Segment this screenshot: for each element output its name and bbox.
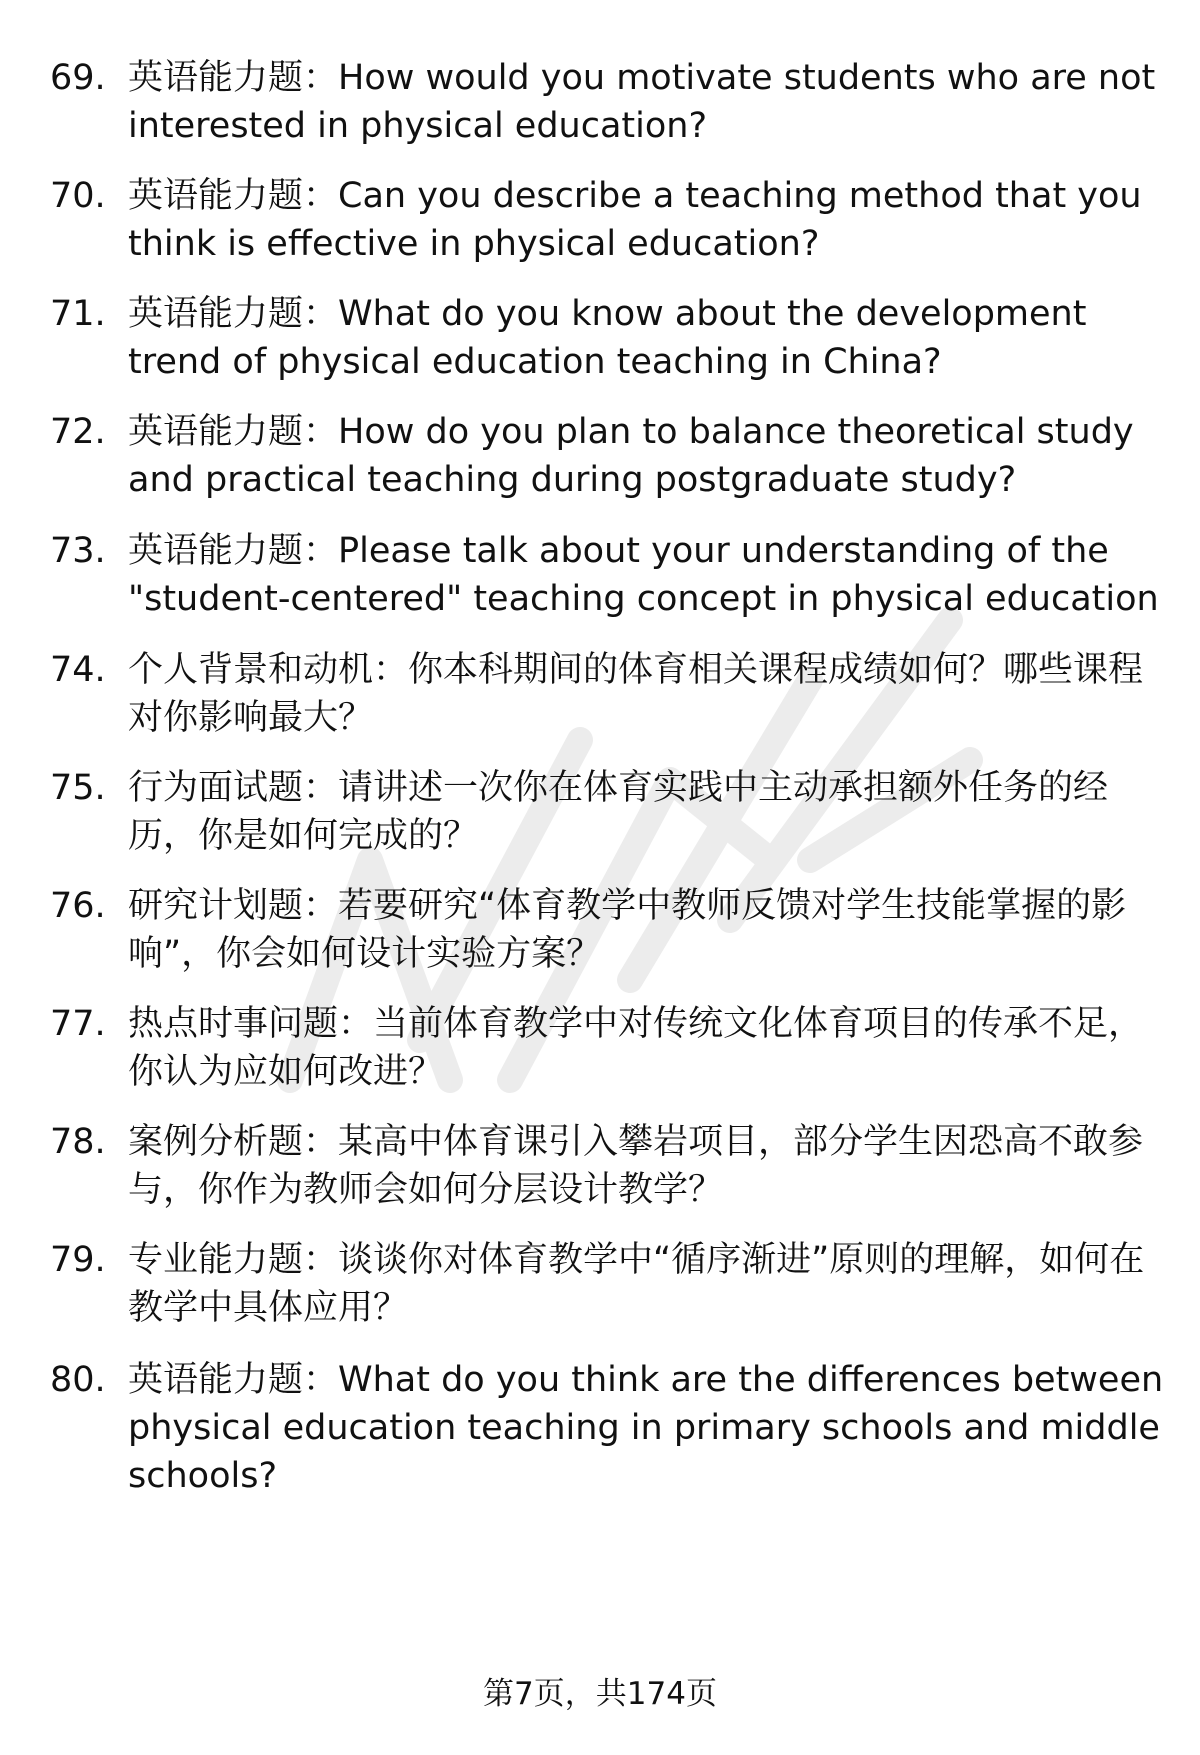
page-number-label: 第7页，共174页	[483, 1676, 717, 1712]
question-text: 英语能力题：How do you plan to balance theoretical study and practical teaching during postgraduate study?	[128, 412, 1134, 500]
question-number: 70.	[50, 176, 106, 216]
question-number: 77.	[50, 1004, 106, 1044]
question-number: 74.	[50, 650, 106, 690]
question-number: 78.	[50, 1122, 106, 1162]
question-text: 个人背景和动机：你本科期间的体育相关课程成绩如何？哪些课程对你影响最大？	[128, 650, 1144, 738]
question-text: 行为面试题：请讲述一次你在体育实践中主动承担额外任务的经历，你是如何完成的？	[128, 768, 1109, 856]
question-text: 英语能力题：How would you motivate students who are not interested in physical education?	[128, 58, 1156, 146]
page-footer	[0, 1672, 1200, 1716]
question-number: 80.	[50, 1360, 106, 1400]
question-text: 案例分析题：某高中体育课引入攀岩项目，部分学生因恐高不敢参与，你作为教师会如何分层设计教学？	[128, 1122, 1144, 1210]
question-text: 英语能力题：Please talk about your understanding of the "student-centered" teaching concept in physical education	[128, 531, 1159, 619]
question-number: 75.	[50, 768, 106, 808]
question-text: 英语能力题：What do you know about the development trend of physical education teaching in China?	[128, 294, 1087, 382]
question-number: 71.	[50, 294, 106, 334]
question-number: 76.	[50, 886, 106, 926]
question-text: 热点时事问题：当前体育教学中对传统文化体育项目的传承不足，你认为应如何改进？	[128, 1004, 1144, 1092]
question-text: 专业能力题：谈谈你对体育教学中“循序渐进”原则的理解，如何在教学中具体应用？	[128, 1240, 1145, 1328]
question-text: 英语能力题：Can you describe a teaching method that you think is effective in physical education?	[128, 176, 1142, 264]
question-number: 73.	[50, 531, 106, 571]
question-text: 研究计划题：若要研究“体育教学中教师反馈对学生技能掌握的影响”，你会如何设计实验方案？	[128, 886, 1127, 974]
question-number: 69.	[50, 58, 106, 98]
question-number: 72.	[50, 412, 106, 452]
question-number: 79.	[50, 1240, 106, 1280]
question-text: 英语能力题：What do you think are the differences between physical education teaching in primary schools and middle schools?	[128, 1360, 1164, 1496]
